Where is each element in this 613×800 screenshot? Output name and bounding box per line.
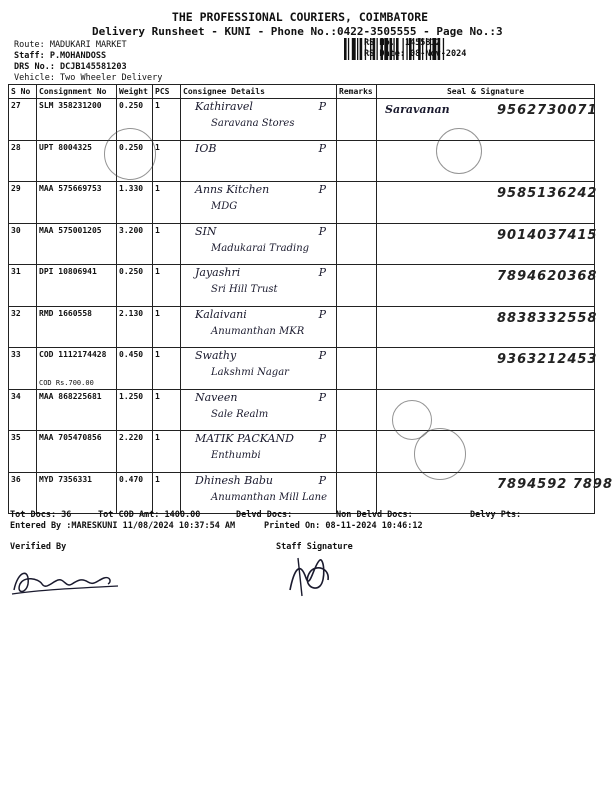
consignee-name: Jayashri [195,266,241,279]
table-row [9,431,595,473]
receiver-phone: 9562730071 [497,103,598,118]
cell-pcs: 1 [153,389,181,431]
cell-consignee [181,431,337,473]
consignment-no: RMD 1660558 [39,308,92,318]
col-header-pcs: PCS [153,85,181,99]
cell-consignee [181,306,337,348]
cell-remarks [337,431,377,473]
cell-remarks [337,223,377,265]
cell-pcs: 1 [153,265,181,307]
consignee-name: IOB [195,141,217,155]
consignee-mark: P [318,266,326,279]
tot-docs: Tot Docs: 36 [10,510,72,520]
barcode-bar [348,38,349,60]
cell-seal-signature [377,348,598,390]
cell-consignee [181,389,337,431]
consignment-no: DPI 10806941 [39,267,97,276]
consignment-no: MAA 705470856 [39,433,102,442]
receiver-phone: 9363212453 [497,352,598,367]
cell-consignment [37,348,117,390]
consignee-address: Lakshmi Nagar [211,367,289,378]
cell-sno: 35 [9,431,37,473]
barcode-bar [360,38,363,60]
receiver-phone: 8838332558 [497,310,598,326]
consignee-address: Enthumbi [211,450,261,461]
table-row [9,99,595,141]
consignee-name: Swathy [195,349,237,362]
consignee-address: Madukarai Trading [211,242,310,254]
consignee-address: Sale Realm [211,408,269,420]
consignee-name: Anns Kitchen [195,183,270,196]
cell-consignment [37,389,117,431]
table-row [9,182,595,224]
cell-consignment [37,99,117,141]
runsheet-table [8,84,613,514]
cell-sno: 30 [9,223,37,265]
cell-weight: 3.200 [117,223,153,265]
seal-stamp [104,128,156,180]
delvd-docs: Delvd Docs: [236,510,293,520]
entered-by: Entered By :MARESKUNI 11/08/2024 10:37:54 AM [10,521,236,531]
cell-sno: 28 [9,140,37,182]
consignment-no: COD 1112174428 [39,350,107,359]
consignee-name: SIN [195,224,217,238]
consignee-mark: P [318,183,326,196]
cell-remarks [337,389,377,431]
cell-pcs: 1 [153,431,181,473]
cell-weight: 2.130 [117,306,153,348]
col-header-weight: Weight [117,85,153,99]
cell-consignee [181,223,337,265]
verified-by-label: Verified By [10,542,67,552]
cell-seal-signature [377,140,595,182]
col-header-seal-signature: Seal & Signature [377,85,595,99]
col-header-consignee: Consignee Details [181,85,337,99]
cell-seal-signature [377,99,598,141]
cell-consignment [37,182,117,224]
consignee-address: Anumanthan Mill Lane [211,491,328,503]
cell-remarks [337,348,377,390]
cell-remarks [337,306,377,348]
cell-consignee [181,99,337,141]
receiver-phone: 7894620368 [497,269,598,284]
cell-remarks [337,99,377,141]
consignee-mark: P [318,141,326,155]
table-header-row [9,85,595,99]
cell-weight: 1.330 [117,182,153,224]
cell-pcs: 1 [153,223,181,265]
receiver-phone: 7894592 7898 [497,476,613,492]
barcode-bar [344,38,347,60]
cell-consignee [181,182,337,224]
consignee-address: Saravana Stores [211,118,295,129]
cell-remarks [337,182,377,224]
cell-remarks [337,140,377,182]
table-row [9,265,595,307]
consignment-no: MAA 868225681 [39,391,102,401]
cell-weight: 0.250 [117,265,153,307]
cell-sno: 27 [9,99,37,141]
table-row [9,306,595,348]
table-row [9,389,595,431]
consignee-mark: P [318,390,326,404]
cell-seal-signature [377,265,598,307]
cell-consignee [181,348,337,390]
consignment-no: UPT 8004325 [39,142,92,152]
cell-sno: 33 [9,348,37,390]
cell-consignee [181,265,337,307]
receiver-phone: 9014037415 [497,227,598,243]
cell-sno: 36 [9,472,37,514]
cell-pcs: 1 [153,306,181,348]
cell-weight: 0.250 [117,99,153,141]
cell-remarks [337,472,377,514]
staff-signature-label: Staff Signature [276,542,353,552]
cell-consignee [181,472,337,514]
tot-cod-amt: Tot COD Amt: 1400.00 [98,510,201,520]
consignee-name: Kathiravel [195,100,253,113]
cell-weight: 0.250 [117,140,153,182]
table-row [9,472,595,514]
cell-consignment [37,265,117,307]
rs-no: RS No.: 1455812 [364,38,441,48]
cell-consignment [37,306,117,348]
cell-sno: 32 [9,306,37,348]
cell-pcs: 1 [153,182,181,224]
cell-pcs: 1 [153,140,181,182]
cell-sno: 31 [9,265,37,307]
col-header-remarks: Remarks [337,85,377,99]
printed-on: Printed On: 08-11-2024 10:46:12 [264,521,423,531]
consignee-mark: P [318,349,326,362]
receiver-signature: Saravanan [385,103,450,116]
consignee-mark: P [318,307,326,321]
cell-sno: 34 [9,389,37,431]
consignee-mark: P [318,473,326,487]
barcode-bar [357,38,358,60]
cell-seal-signature [377,306,598,348]
cell-weight: 2.220 [117,431,153,473]
consignee-mark: P [318,432,326,445]
cell-consignment [37,431,117,473]
cell-pcs: 1 [153,472,181,514]
cell-weight: 0.450 [117,348,153,390]
barcode-bar [352,38,356,60]
consignee-mark: P [318,100,326,113]
staff-signature-mark [280,550,340,600]
cell-consignment [37,223,117,265]
delvy-pts: Delvy Pts: [470,510,522,520]
cod-amount: COD Rs.700.00 [39,378,94,387]
consignee-address: Sri Hill Trust [211,284,278,295]
vehicle: Vehicle: Two Wheeler Delivery [14,73,163,83]
table-row [9,348,595,390]
cell-seal-signature [377,182,598,224]
company-title: THE PROFESSIONAL COURIERS, COIMBATORE [171,10,429,24]
consignment-no: MAA 575669753 [39,184,102,193]
consignee-name: Kalaivani [195,307,247,321]
consignee-address: Anumanthan MKR [211,325,305,337]
cell-pcs: 1 [153,348,181,390]
receiver-phone: 9585136242 [497,186,598,201]
cell-seal-signature [377,223,598,265]
verified-by-signature [8,560,128,600]
table-row [9,140,595,182]
consignment-no: SLM 358231200 [39,101,102,110]
cell-pcs: 1 [153,99,181,141]
consignee-name: Naveen [195,390,238,404]
cell-consignment [37,472,117,514]
seal-stamp [414,428,466,480]
cell-weight: 0.470 [117,472,153,514]
table-row [9,223,595,265]
rs-date: RS Date: 08-Nov-2024 [364,49,467,59]
consignment-no: MYD 7356331 [39,474,92,484]
consignment-no: MAA 575001205 [39,225,102,235]
drs-no: DRS No.: DCJB145581203 [14,62,127,72]
route: Route: MADUKARI MARKET [14,40,127,50]
cell-seal-signature [377,472,613,514]
consignee-mark: P [318,224,326,238]
consignee-name: Dhinesh Babu [195,473,274,487]
cell-remarks [337,265,377,307]
cell-sno: 29 [9,182,37,224]
consignee-name: MATIK PACKAND [195,432,294,445]
col-header-consignment: Consignment No [37,85,117,99]
staff: Staff: P.MOHANDOSS [14,51,107,61]
seal-stamp [436,128,482,174]
runsheet-title: Delivery Runsheet - KUNI - Phone No.:0422-3505555 - Page No.:3 [92,25,503,38]
cell-weight: 1.250 [117,389,153,431]
cell-consignee [181,140,337,182]
consignee-address: MDG [211,201,238,212]
non-delvd-docs: Non Delvd Docs: [336,510,413,520]
col-header-sno: S No [9,85,37,99]
